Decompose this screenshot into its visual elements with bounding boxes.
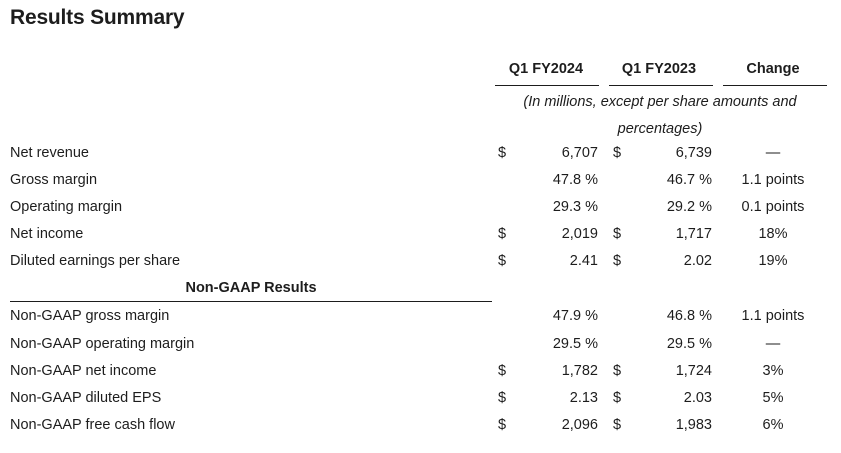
header-underline-change [723,85,827,86]
value-q1-fy2024: 29.5 % [552,336,598,352]
value-q1-fy2024: 47.9 % [552,308,598,324]
currency-symbol: $ [498,253,507,269]
row-label: Non-GAAP diluted EPS [10,390,162,406]
units-note: (In millions, except per share amounts and percentages) [523,94,797,137]
value-q1-fy2024: 29.3 % [552,199,598,215]
value-q1-fy2023: 46.8 % [666,308,712,324]
value-change: 18% [758,226,788,242]
value-q1-fy2023: 1,983 [675,417,712,433]
value-change: — [765,336,781,352]
currency-symbol: $ [613,253,622,269]
value-change: 3% [762,363,784,379]
value-q1-fy2023: 6,739 [675,145,712,161]
value-q1-fy2023: 1,724 [675,363,712,379]
header-underline-q1-fy2023 [609,85,713,86]
column-header-q1-fy2024: Q1 FY2024 [508,61,584,77]
row-label: Non-GAAP operating margin [10,336,195,352]
table-row [0,412,841,439]
currency-symbol: $ [498,145,507,161]
value-q1-fy2024: 2,096 [561,417,598,433]
value-q1-fy2023: 46.7 % [666,172,712,188]
table-row [0,385,841,412]
column-header-change: Change [746,61,800,77]
value-change: 0.1 points [741,199,805,215]
column-header-q1-fy2023: Q1 FY2023 [621,61,697,77]
value-q1-fy2024: 47.8 % [552,172,598,188]
value-q1-fy2024: 1,782 [561,363,598,379]
currency-symbol: $ [613,363,622,379]
section-title-non-gaap: Non-GAAP Results [185,280,317,296]
table-row [0,248,841,275]
value-q1-fy2023: 1,717 [675,226,712,242]
value-change: 1.1 points [741,308,805,324]
currency-symbol: $ [498,417,507,433]
value-change: 6% [762,417,784,433]
table-row [0,140,841,167]
row-label: Net revenue [10,145,89,161]
value-q1-fy2023: 2.02 [683,253,712,269]
table-row [0,303,841,330]
currency-symbol: $ [613,417,622,433]
table-row [0,194,841,221]
row-label: Operating margin [10,199,123,215]
row-label: Gross margin [10,172,98,188]
value-q1-fy2023: 29.5 % [666,336,712,352]
value-q1-fy2023: 29.2 % [666,199,712,215]
section-underline [10,301,492,302]
value-change: 1.1 points [741,172,805,188]
table-row [0,167,841,194]
value-q1-fy2024: 2.13 [569,390,598,406]
value-q1-fy2024: 2,019 [561,226,598,242]
currency-symbol: $ [498,226,507,242]
currency-symbol: $ [498,390,507,406]
value-change: — [765,145,781,161]
row-label: Diluted earnings per share [10,253,181,269]
table-row [0,221,841,248]
value-q1-fy2024: 6,707 [561,145,598,161]
page-title: Results Summary [10,6,185,29]
table-row [0,331,841,358]
currency-symbol: $ [613,226,622,242]
value-q1-fy2024: 2.41 [569,253,598,269]
value-change: 19% [758,253,788,269]
currency-symbol: $ [613,145,622,161]
table-row [0,358,841,385]
value-q1-fy2023: 2.03 [683,390,712,406]
row-label: Non-GAAP gross margin [10,308,170,324]
value-change: 5% [762,390,784,406]
row-label: Non-GAAP net income [10,363,157,379]
row-label: Net income [10,226,84,242]
currency-symbol: $ [613,390,622,406]
currency-symbol: $ [498,363,507,379]
header-underline-q1-fy2024 [495,85,599,86]
row-label: Non-GAAP free cash flow [10,417,175,433]
